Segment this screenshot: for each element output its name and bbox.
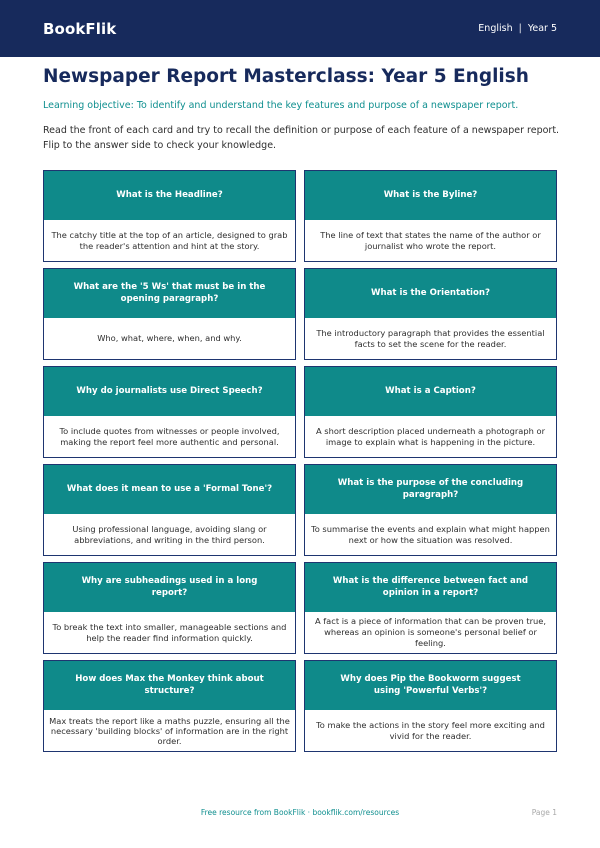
flashcard[interactable]	[43, 268, 296, 360]
flashcard[interactable]	[304, 170, 557, 262]
card-question: What is the Byline?	[305, 171, 556, 220]
card-answer: Who, what, where, when, and why.	[97, 333, 242, 343]
page-title: Newspaper Report Masterclass: Year 5 English	[43, 66, 529, 87]
flashcard[interactable]	[43, 170, 296, 262]
footer-credit[interactable]: Free resource from BookFlik · bookflik.com/resources	[200, 808, 400, 817]
learning-objective: Learning objective: To identify and understand the key features and purpose of a newspaper report.	[43, 100, 519, 111]
card-question: What is the Headline?	[44, 171, 295, 220]
flashcard[interactable]	[304, 366, 557, 458]
card-question: What is the Orientation?	[305, 269, 556, 318]
card-question: What is the difference between fact and opinion in a report?	[305, 563, 556, 612]
card-question: What does it mean to use a 'Formal Tone'?	[44, 465, 295, 514]
card-question: What is a Caption?	[305, 367, 556, 416]
card-answer: Using professional language, avoiding slang or abbreviations, and writing in the third person.	[72, 523, 267, 545]
card-answer: To make the actions in the story feel more exciting and vivid for the reader.	[316, 719, 545, 741]
card-question: What are the '5 Ws' that must be in the opening paragraph?	[44, 269, 295, 318]
card-answer: A short description placed underneath a photograph or image to explain what is happening in the picture.	[315, 425, 546, 447]
flashcard[interactable]	[304, 562, 557, 654]
card-question: Why do journalists use Direct Speech?	[44, 367, 295, 416]
card-answer: To include quotes from witnesses or people involved, making the report feel more authentic and personal.	[59, 425, 280, 447]
intro-text: Read the front of each card and try to recall the definition or purpose of each feature of a newspaper report. Flip to the answer side to check your knowledge.	[43, 125, 560, 151]
flashcard[interactable]	[43, 366, 296, 458]
card-question: Why does Pip the Bookworm suggest using 'Powerful Verbs'?	[305, 661, 556, 710]
flashcard[interactable]	[43, 660, 296, 752]
breadcrumb-separator: |	[518, 23, 522, 34]
card-question: What is the purpose of the concluding paragraph?	[305, 465, 556, 514]
card-question: Why are subheadings used in a long report?	[44, 563, 295, 612]
card-answer: The line of text that states the name of the author or journalist who wrote the report.	[320, 229, 541, 251]
breadcrumb	[478, 23, 557, 34]
flashcard[interactable]	[304, 268, 557, 360]
top-bar	[0, 0, 600, 57]
flashcard[interactable]	[304, 660, 557, 752]
card-answer: The catchy title at the top of an article, designed to grab the reader's attention and hint at the story.	[51, 229, 288, 251]
page-number: Page 1	[531, 808, 557, 817]
card-answer: A fact is a piece of information that can be proven true, whereas an opinion is someone's personal belief or feeling.	[314, 616, 547, 648]
card-answer: Max treats the report like a maths puzzle, ensuring all the necessary 'building blocks' of information are in the right order.	[49, 715, 290, 746]
card-answer: To summarise the events and explain what might happen next or how the situation was resolved.	[311, 523, 550, 545]
card-answer: The introductory paragraph that provides the essential facts to set the scene for the reader.	[316, 327, 545, 349]
brand-logo[interactable]: BookFlik	[43, 19, 117, 38]
flashcard[interactable]	[304, 464, 557, 556]
breadcrumb-subject: English	[478, 23, 513, 34]
flashcard[interactable]	[43, 464, 296, 556]
breadcrumb-year: Year 5	[527, 23, 557, 34]
card-question: How does Max the Monkey think about structure?	[44, 661, 295, 710]
card-answer: To break the text into smaller, manageable sections and help the reader find information quickly.	[52, 621, 287, 643]
flashcard[interactable]	[43, 562, 296, 654]
